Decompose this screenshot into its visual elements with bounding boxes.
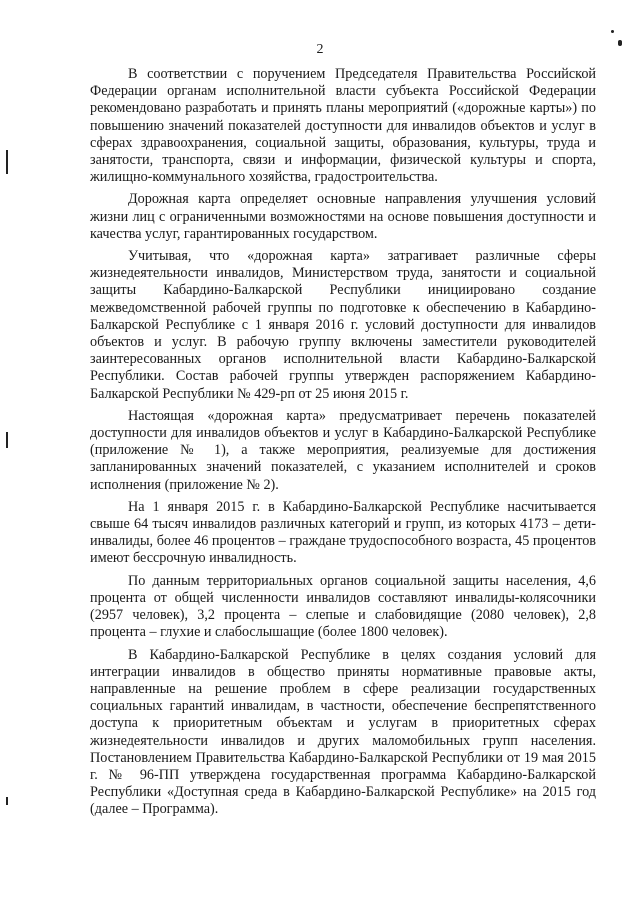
paragraph-roadmap-content: Настоящая «дорожная карта» предусматривает перечень показателей доступности для инвалидов объектов и услуг в Кабардино-Балкарской Республике (приложение № 1), а также мероприятия, реализуемые для достижения запланированных значений показателей, с указанием исполнителей и сроков исполнения (приложение № 2). [90, 407, 596, 493]
paragraph-roadmap-definition: Дорожная карта определяет основные направления улучшения условий жизни лиц с ограниченными возможностями на основе повышения доступности и качества услуг, гарантированных государством. [90, 191, 596, 242]
paragraph-intro: В соответствии с поручением Председателя Правительства Российской Федерации органам исполнительной власти субъекта Российской Федерации рекомендовано разработать и принять планы мероприятий («дорожные карты») по повышению значений показателей доступности для инвалидов объектов и услуг в сферах здравоохранения, социальной защиты, образования, культуры, труда и занятости, транспорта, связи и информации, физической культуры и спорта, жилищно-коммунального хозяйства, градостроительства. [90, 66, 596, 186]
scan-mark [6, 150, 8, 174]
scan-mark [618, 40, 622, 46]
scan-mark [611, 30, 614, 33]
paragraph-program: В Кабардино-Балкарской Республике в целях создания условий для интеграции инвалидов в общество приняты нормативные правовые акты, направленные на решение проблем в сфере реализации государственных социальных гарантий инвалидам, в частности, обеспечение беспрепятственного доступа к приоритетным объектам и услугам в приоритетных сферах жизнедеятельности инвалидов и других маломобильных групп населения. Постановлением Правительства Кабардино-Балкарской Республики от 19 мая 2015 г. № 96-ПП утверждена государственная программа Кабардино-Балкарской Республики «Доступная среда в Кабардино-Балкарской Республике» на 2015 год (далее – Программа). [90, 646, 596, 818]
paragraph-working-group: Учитывая, что «дорожная карта» затрагивает различные сферы жизнедеятельности инвалидов, Министерством труда, занятости и социальной защиты Кабардино-Балкарской Республики инициировано создание межведомственной рабочей группы по подготовке к обеспечению в Кабардино-Балкарской Республике с 1 января 2016 г. условий доступности для инвалидов объектов и услуг. В рабочую группу включены заместители руководителей заинтересованных органов исполнительной власти Кабардино-Балкарской Республики. Состав рабочей группы утвержден распоряжением Кабардино-Балкарской Республики № 429-рп от 25 июня 2015 г. [90, 248, 596, 402]
page-number: 2 [316, 42, 324, 57]
scan-mark [6, 797, 8, 805]
scan-mark [6, 432, 8, 448]
paragraph-categories: По данным территориальных органов социальной защиты населения, 4,6 процента от общей численности инвалидов составляют инвалиды-колясочники (2957 человек), 3,2 процента – слепые и слабовидящие (2080 человек), 2,8 процента – глухие и слабослышащие (более 1800 человек). [90, 572, 596, 641]
paragraph-statistics: На 1 января 2015 г. в Кабардино-Балкарской Республике насчитывается свыше 64 тысяч инвалидов различных категорий и групп, из которых 4173 – дети-инвалиды, более 46 процентов – граждане трудоспособного возраста, 45 процентов имеют бессрочную инвалидность. [90, 498, 596, 567]
document-body [90, 66, 596, 822]
